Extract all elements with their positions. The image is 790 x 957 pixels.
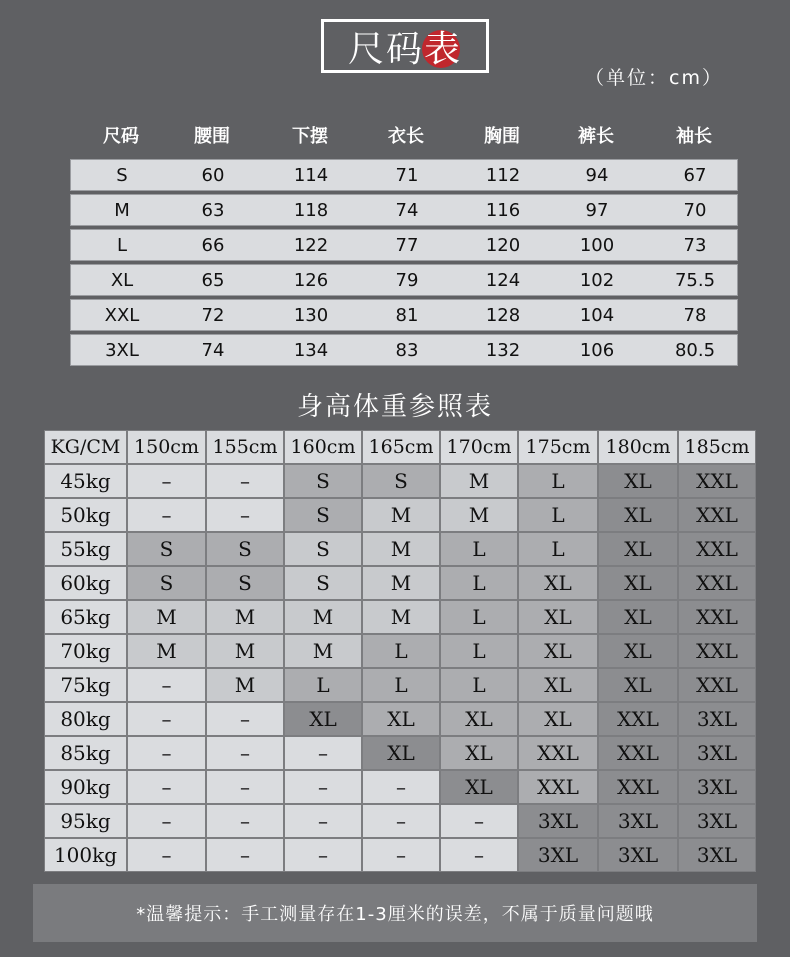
size-cell: 134 (293, 340, 329, 361)
size-recommendation-cell: XXL (518, 770, 598, 804)
size-recommendation-cell: XL (598, 532, 678, 566)
height-weight-table (44, 430, 756, 876)
weight-header: 95kg (44, 804, 127, 838)
size-recommendation-cell: XL (362, 702, 440, 736)
size-recommendation-cell: – (206, 804, 284, 838)
corner-header: KG/CM (44, 430, 127, 464)
size-recommendation-cell: 3XL (518, 838, 598, 872)
size-recommendation-cell: M (206, 668, 284, 702)
size-recommendation-cell: XL (598, 668, 678, 702)
size-recommendation-cell: 3XL (678, 770, 756, 804)
size-recommendation-cell: – (206, 702, 284, 736)
size-cell: 100 (579, 235, 615, 256)
size-recommendation-cell: – (127, 702, 206, 736)
size-cell: 60 (201, 165, 225, 186)
size-recommendation-cell: – (127, 464, 206, 498)
table-row (70, 229, 738, 261)
weight-header: 70kg (44, 634, 127, 668)
reference-table-title: 身高体重参照表 (296, 392, 493, 422)
height-header: 165cm (362, 430, 440, 464)
weight-header: 85kg (44, 736, 127, 770)
size-recommendation-cell: M (284, 600, 362, 634)
size-cell: 75.5 (674, 270, 716, 291)
size-recommendation-cell: XL (598, 600, 678, 634)
size-recommendation-cell: XXL (678, 668, 756, 702)
table-row (70, 159, 738, 191)
size-recommendation-cell: XXL (678, 634, 756, 668)
size-recommendation-cell: S (284, 566, 362, 600)
size-recommendation-cell: XL (440, 736, 518, 770)
size-header-cell: 衣长 (388, 126, 424, 147)
size-recommendation-cell: 3XL (678, 736, 756, 770)
size-cell: 71 (395, 165, 419, 186)
weight-header: 60kg (44, 566, 127, 600)
size-header-cell: 腰围 (194, 126, 230, 147)
size-cell: 97 (585, 200, 609, 221)
size-cell: 94 (585, 165, 609, 186)
size-cell: XXL (104, 305, 140, 326)
size-recommendation-cell: – (362, 838, 440, 872)
size-recommendation-cell: M (127, 634, 206, 668)
size-recommendation-cell: – (440, 804, 518, 838)
size-table-header (70, 122, 738, 150)
height-header: 175cm (518, 430, 598, 464)
weight-header: 50kg (44, 498, 127, 532)
size-cell: 112 (485, 165, 521, 186)
weight-header: 45kg (44, 464, 127, 498)
size-cell: 73 (683, 235, 707, 256)
size-recommendation-cell: XL (362, 736, 440, 770)
size-recommendation-cell: XXL (598, 770, 678, 804)
size-recommendation-cell: XXL (678, 532, 756, 566)
height-header: 185cm (678, 430, 756, 464)
size-recommendation-cell: – (284, 804, 362, 838)
size-header-cell: 袖长 (676, 126, 712, 147)
size-cell: 120 (485, 235, 521, 256)
size-cell: 74 (201, 340, 225, 361)
size-recommendation-cell: L (440, 600, 518, 634)
table-row (70, 299, 738, 331)
size-recommendation-cell: – (284, 770, 362, 804)
size-recommendation-cell: M (440, 498, 518, 532)
size-recommendation-cell: XL (518, 566, 598, 600)
height-header: 150cm (127, 430, 206, 464)
size-recommendation-cell: M (127, 600, 206, 634)
table-row (70, 334, 738, 366)
size-recommendation-cell: L (284, 668, 362, 702)
size-header-cell: 尺码 (103, 126, 139, 147)
size-cell: 65 (201, 270, 225, 291)
size-recommendation-cell: 3XL (678, 702, 756, 736)
size-cell: 70 (683, 200, 707, 221)
size-recommendation-cell: L (362, 634, 440, 668)
size-recommendation-cell: M (362, 566, 440, 600)
size-recommendation-cell: – (206, 838, 284, 872)
size-cell: 79 (395, 270, 419, 291)
weight-header: 80kg (44, 702, 127, 736)
size-recommendation-cell: L (362, 668, 440, 702)
size-cell: L (116, 235, 128, 256)
size-cell: 114 (293, 165, 329, 186)
size-cell: 67 (683, 165, 707, 186)
size-cell: 102 (579, 270, 615, 291)
size-recommendation-cell: – (127, 804, 206, 838)
size-recommendation-cell: M (284, 634, 362, 668)
size-recommendation-cell: XXL (678, 600, 756, 634)
size-header-cell: 胸围 (484, 126, 520, 147)
size-recommendation-cell: L (440, 634, 518, 668)
size-cell: 132 (485, 340, 521, 361)
size-recommendation-cell: XXL (598, 736, 678, 770)
page-title: 尺码表 (347, 28, 462, 70)
size-cell: XL (110, 270, 134, 291)
size-recommendation-cell: XXL (598, 702, 678, 736)
table-row (70, 194, 738, 226)
size-recommendation-cell: XL (518, 634, 598, 668)
size-cell: 80.5 (674, 340, 716, 361)
size-cell: 77 (395, 235, 419, 256)
table-row (70, 264, 738, 296)
size-recommendation-cell: – (284, 736, 362, 770)
size-recommendation-cell: L (518, 532, 598, 566)
size-cell: 104 (579, 305, 615, 326)
size-recommendation-cell: S (284, 464, 362, 498)
size-recommendation-cell: XXL (518, 736, 598, 770)
size-recommendation-cell: XL (598, 634, 678, 668)
size-recommendation-cell: 3XL (518, 804, 598, 838)
size-cell: 81 (395, 305, 419, 326)
size-recommendation-cell: S (127, 566, 206, 600)
size-cell: 116 (485, 200, 521, 221)
size-recommendation-cell: S (284, 532, 362, 566)
size-recommendation-cell: – (127, 838, 206, 872)
size-cell: S (116, 165, 128, 186)
size-recommendation-cell: XL (440, 702, 518, 736)
size-cell: 122 (293, 235, 329, 256)
size-header-cell: 下摆 (292, 126, 328, 147)
size-recommendation-cell: 3XL (678, 804, 756, 838)
size-cell: 74 (395, 200, 419, 221)
size-cell: 63 (201, 200, 225, 221)
height-header: 155cm (206, 430, 284, 464)
size-recommendation-cell: – (362, 770, 440, 804)
size-recommendation-cell: M (206, 634, 284, 668)
size-recommendation-cell: – (206, 770, 284, 804)
size-recommendation-cell: – (362, 804, 440, 838)
size-recommendation-cell: M (362, 498, 440, 532)
size-recommendation-cell: XL (518, 600, 598, 634)
size-recommendation-cell: XL (598, 498, 678, 532)
size-recommendation-cell: M (440, 464, 518, 498)
height-header: 160cm (284, 430, 362, 464)
size-recommendation-cell: M (206, 600, 284, 634)
size-cell: 126 (293, 270, 329, 291)
footer-note: *温馨提示：手工测量存在1-3厘米的误差，不属于质量问题哦 (33, 884, 757, 942)
size-recommendation-cell: S (206, 566, 284, 600)
size-recommendation-cell: 3XL (678, 838, 756, 872)
size-recommendation-cell: M (362, 532, 440, 566)
size-recommendation-cell: XL (518, 702, 598, 736)
size-recommendation-cell: – (127, 668, 206, 702)
weight-header: 55kg (44, 532, 127, 566)
size-cell: M (114, 200, 130, 221)
size-recommendation-cell: – (127, 498, 206, 532)
size-recommendation-cell: XL (598, 464, 678, 498)
weight-header: 65kg (44, 600, 127, 634)
size-cell: 128 (485, 305, 521, 326)
size-cell: 78 (683, 305, 707, 326)
unit-label: （单位：cm） (585, 67, 723, 89)
size-recommendation-cell: S (362, 464, 440, 498)
size-recommendation-cell: XL (284, 702, 362, 736)
size-recommendation-cell: XXL (678, 566, 756, 600)
size-recommendation-cell: 3XL (598, 838, 678, 872)
size-recommendation-cell: L (440, 668, 518, 702)
size-recommendation-cell: XL (518, 668, 598, 702)
size-recommendation-cell: – (127, 770, 206, 804)
size-recommendation-cell: S (206, 532, 284, 566)
size-recommendation-cell: – (206, 498, 284, 532)
size-recommendation-cell: XXL (678, 498, 756, 532)
weight-header: 100kg (44, 838, 127, 872)
size-recommendation-cell: L (518, 498, 598, 532)
size-recommendation-cell: S (127, 532, 206, 566)
size-cell: 118 (293, 200, 329, 221)
size-header-cell: 裤长 (578, 126, 614, 147)
size-recommendation-cell: L (440, 532, 518, 566)
title-box (321, 19, 489, 73)
weight-header: 75kg (44, 668, 127, 702)
size-cell: 3XL (105, 340, 139, 361)
size-recommendation-cell: XL (440, 770, 518, 804)
size-recommendation-cell: M (362, 600, 440, 634)
height-header: 180cm (598, 430, 678, 464)
size-recommendation-cell: – (206, 736, 284, 770)
size-recommendation-cell: – (127, 736, 206, 770)
size-cell: 72 (201, 305, 225, 326)
size-cell: 130 (293, 305, 329, 326)
size-recommendation-cell: – (284, 838, 362, 872)
size-cell: 66 (201, 235, 225, 256)
size-cell: 106 (579, 340, 615, 361)
size-recommendation-cell: L (518, 464, 598, 498)
size-recommendation-cell: 3XL (598, 804, 678, 838)
weight-header: 90kg (44, 770, 127, 804)
size-recommendation-cell: L (440, 566, 518, 600)
size-recommendation-cell: – (440, 838, 518, 872)
height-header: 170cm (440, 430, 518, 464)
size-cell: 83 (395, 340, 419, 361)
size-recommendation-cell: XXL (678, 464, 756, 498)
size-recommendation-cell: XL (598, 566, 678, 600)
size-recommendation-cell: – (206, 464, 284, 498)
size-cell: 124 (485, 270, 521, 291)
size-recommendation-cell: S (284, 498, 362, 532)
